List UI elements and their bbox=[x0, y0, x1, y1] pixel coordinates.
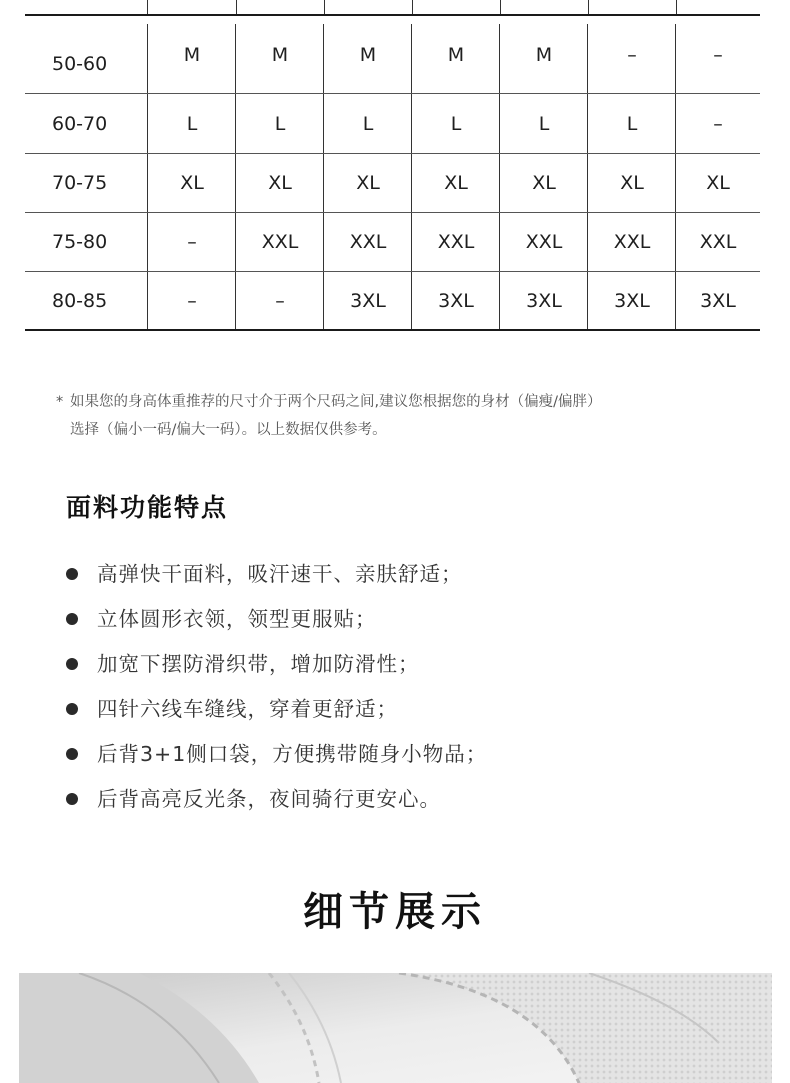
column-divider bbox=[675, 24, 676, 93]
column-divider bbox=[499, 213, 500, 271]
column-divider bbox=[323, 24, 324, 93]
column-divider bbox=[411, 24, 412, 93]
column-divider bbox=[411, 154, 412, 212]
bullet-icon bbox=[66, 613, 78, 625]
size-cell: L bbox=[362, 112, 374, 135]
note-asterisk: * bbox=[56, 394, 64, 410]
size-cell: XL bbox=[268, 172, 292, 194]
column-divider bbox=[235, 24, 236, 93]
column-divider bbox=[587, 272, 588, 329]
size-cell: XXL bbox=[437, 231, 475, 253]
size-cell: XXL bbox=[261, 231, 299, 253]
column-divider bbox=[587, 154, 588, 212]
column-divider bbox=[235, 272, 236, 329]
column-divider bbox=[147, 24, 148, 93]
size-cell: L bbox=[186, 112, 198, 135]
column-divider bbox=[675, 272, 676, 329]
bullet-icon bbox=[66, 658, 78, 670]
size-cell: M bbox=[535, 43, 553, 66]
column-divider bbox=[411, 94, 412, 153]
feature-text: 后背3+1侧口袋，方便携带随身小物品； bbox=[97, 742, 488, 766]
table-top-edge bbox=[25, 0, 760, 16]
size-cell: M bbox=[447, 43, 465, 66]
table-row bbox=[25, 213, 760, 272]
size-cell: XXL bbox=[525, 231, 563, 253]
size-cell: 3XL bbox=[350, 289, 386, 312]
size-cell: XXL bbox=[699, 231, 737, 253]
column-divider bbox=[323, 272, 324, 329]
column-divider bbox=[411, 272, 412, 329]
column-divider bbox=[147, 94, 148, 153]
column-divider bbox=[323, 94, 324, 153]
size-cell: – bbox=[713, 112, 723, 135]
column-divider bbox=[587, 94, 588, 153]
size-cell: – bbox=[627, 43, 637, 66]
size-cell: XL bbox=[444, 172, 468, 194]
size-cell: 3XL bbox=[438, 289, 474, 312]
bullet-icon bbox=[66, 703, 78, 715]
size-range-cell: 50-60 bbox=[52, 52, 108, 75]
size-cell: 3XL bbox=[526, 289, 562, 312]
bullet-icon bbox=[66, 568, 78, 580]
note-text-1: 如果您的身高体重推荐的尺寸介于两个尺码之间,建议您根据您的身材（偏瘦/偏胖） bbox=[70, 394, 602, 410]
note-line-2: 选择（偏小一码/偏大一码）。以上数据仅供参考。 bbox=[70, 422, 387, 438]
size-cell: XL bbox=[620, 172, 644, 194]
table-row bbox=[25, 16, 760, 94]
size-cell: XL bbox=[180, 172, 204, 194]
column-divider bbox=[499, 24, 500, 93]
size-cell: L bbox=[450, 112, 462, 135]
column-divider bbox=[147, 272, 148, 329]
size-cell: M bbox=[271, 43, 289, 66]
size-cell: L bbox=[626, 112, 638, 135]
size-range-cell: 70-75 bbox=[52, 172, 108, 194]
feature-item bbox=[66, 777, 487, 822]
features-heading: 面料功能特点 bbox=[66, 493, 229, 522]
fabric-detail-photo bbox=[19, 973, 772, 1083]
feature-item bbox=[66, 552, 487, 597]
table-row bbox=[25, 272, 760, 331]
column-divider bbox=[499, 272, 500, 329]
size-cell: – bbox=[275, 289, 285, 312]
feature-item bbox=[66, 597, 487, 642]
size-range-cell: 75-80 bbox=[52, 231, 108, 253]
column-divider bbox=[147, 213, 148, 271]
column-divider bbox=[411, 213, 412, 271]
size-cell: M bbox=[359, 43, 377, 66]
feature-item bbox=[66, 732, 487, 777]
feature-item bbox=[66, 642, 487, 687]
column-divider bbox=[323, 213, 324, 271]
size-cell: 3XL bbox=[700, 289, 736, 312]
size-cell: XL bbox=[356, 172, 380, 194]
feature-text: 加宽下摆防滑织带，增加防滑性； bbox=[97, 652, 420, 676]
column-divider bbox=[323, 154, 324, 212]
size-cell: – bbox=[187, 289, 197, 312]
table-body bbox=[25, 16, 760, 331]
column-divider bbox=[587, 24, 588, 93]
size-cell: XL bbox=[532, 172, 556, 194]
column-divider bbox=[675, 213, 676, 271]
table-row bbox=[25, 154, 760, 213]
column-divider bbox=[235, 213, 236, 271]
feature-item bbox=[66, 687, 487, 732]
size-range-cell: 60-70 bbox=[52, 112, 108, 135]
column-divider bbox=[235, 94, 236, 153]
size-cell: XXL bbox=[613, 231, 651, 253]
feature-text: 四针六线车缝线，穿着更舒适； bbox=[97, 697, 398, 721]
feature-text: 立体圆形衣领，领型更服贴； bbox=[97, 607, 377, 631]
feature-text: 高弹快干面料，吸汗速干、亲肤舒适； bbox=[97, 562, 463, 586]
column-divider bbox=[235, 154, 236, 212]
feature-text: 后背高亮反光条，夜间骑行更安心。 bbox=[97, 787, 441, 811]
size-table bbox=[25, 0, 760, 331]
size-cell: 3XL bbox=[614, 289, 650, 312]
size-cell: XL bbox=[706, 172, 730, 194]
column-divider bbox=[499, 154, 500, 212]
size-cell: XXL bbox=[349, 231, 387, 253]
column-divider bbox=[675, 154, 676, 212]
size-cell: – bbox=[713, 43, 723, 66]
size-cell: L bbox=[274, 112, 286, 135]
features-list bbox=[66, 552, 487, 822]
size-cell: L bbox=[538, 112, 550, 135]
size-cell: M bbox=[183, 43, 201, 66]
detail-heading: 细节展示 bbox=[303, 889, 487, 935]
size-range-cell: 80-85 bbox=[52, 289, 108, 312]
bullet-icon bbox=[66, 748, 78, 760]
bullet-icon bbox=[66, 793, 78, 805]
column-divider bbox=[499, 94, 500, 153]
size-note bbox=[56, 388, 756, 444]
column-divider bbox=[147, 154, 148, 212]
table-row bbox=[25, 94, 760, 154]
column-divider bbox=[587, 213, 588, 271]
note-line-1 bbox=[56, 388, 756, 416]
size-cell: – bbox=[187, 231, 197, 253]
fabric-detail-image bbox=[19, 973, 772, 1083]
column-divider bbox=[675, 94, 676, 153]
